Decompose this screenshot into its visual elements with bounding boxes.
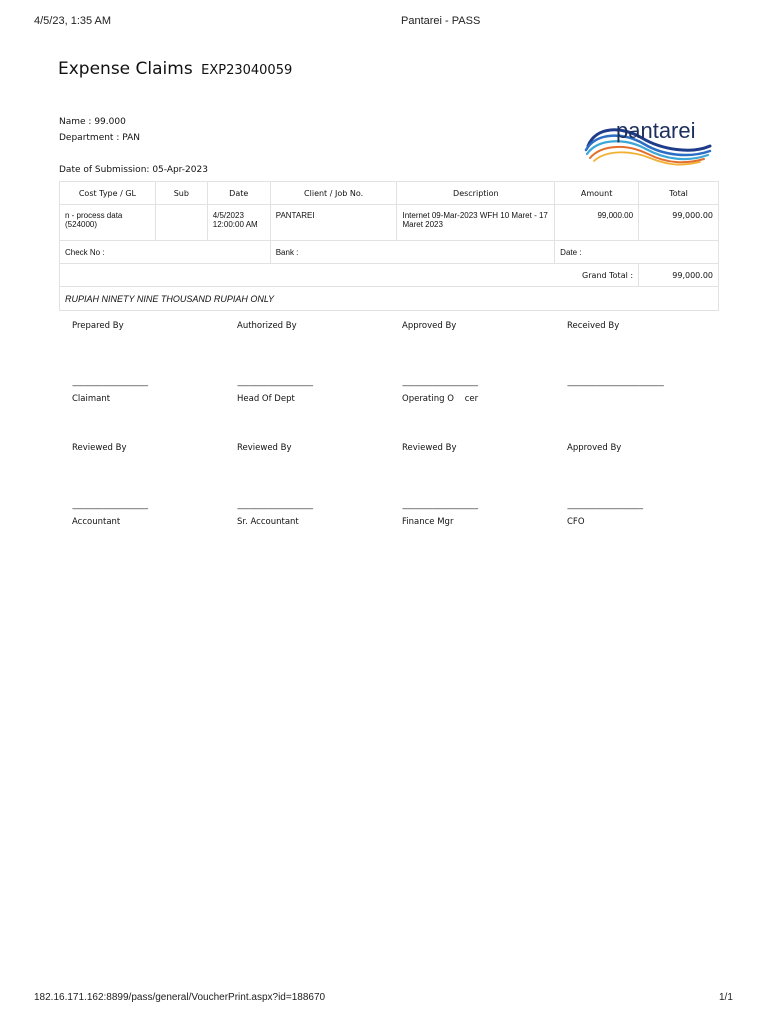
signature-line: ----------------------------------------: [72, 381, 148, 390]
sig-title-authorized: Authorized By: [237, 321, 297, 331]
date-cell: Date :: [555, 241, 719, 264]
table-header-row: [60, 182, 719, 205]
page-title: [58, 59, 292, 79]
payment-info-row: [60, 241, 719, 264]
amount-words-row: [60, 287, 719, 311]
amount-in-words: RUPIAH NINETY NINE THOUSAND RUPIAH ONLY: [60, 287, 719, 311]
sig-role-claimant: Claimant: [72, 394, 111, 404]
sig-title-received: Received By: [567, 321, 620, 331]
logo-wordmark: pantarei: [616, 118, 696, 143]
signature-line: ----------------------------------------: [237, 381, 313, 390]
submission-date-field: [59, 165, 208, 175]
department-label: Department :: [59, 133, 120, 143]
signature-line: ---------------------------------------------------: [567, 381, 664, 390]
bank-cell: Bank :: [270, 241, 554, 264]
sig-title-approved-cfo: Approved By: [567, 443, 622, 453]
header-cost-type: Cost Type / GL: [60, 182, 156, 205]
submission-label: Date of Submission:: [59, 165, 150, 175]
sig-role-accountant: Accountant: [72, 517, 121, 527]
document-title: Expense Claims: [58, 59, 193, 79]
grand-total-label: Grand Total :: [60, 264, 639, 287]
name-label: Name :: [59, 117, 92, 127]
sig-title-prepared: Prepared By: [72, 321, 124, 331]
sig-title-approved: Approved By: [402, 321, 457, 331]
header-sub: Sub: [155, 182, 207, 205]
document-number: EXP23040059: [201, 63, 293, 78]
department-field: [59, 133, 140, 143]
grand-total-value: 99,000.00: [639, 264, 719, 287]
cell-amount: 99,000.00: [555, 205, 639, 241]
submission-value: 05-Apr-2023: [152, 165, 208, 175]
table-row: [60, 205, 719, 241]
header-total: Total: [639, 182, 719, 205]
cell-total: 99,000.00: [639, 205, 719, 241]
signature-line: ----------------------------------------: [402, 381, 478, 390]
expense-table: [59, 181, 719, 311]
print-page-count: 1/1: [719, 992, 733, 1003]
print-page-title: Pantarei - PASS: [401, 15, 481, 27]
sig-role-operating-officer: Operating O cer: [402, 394, 479, 404]
check-no-cell: Check No :: [60, 241, 271, 264]
header-description: Description: [397, 182, 555, 205]
sig-role-sr-accountant: Sr. Accountant: [237, 517, 299, 527]
pantarei-logo: [582, 116, 718, 166]
grand-total-row: [60, 264, 719, 287]
signature-line: ----------------------------------------: [72, 504, 148, 513]
sig-role-cfo: CFO: [567, 517, 585, 527]
sig-title-reviewed-3: Reviewed By: [402, 443, 457, 453]
department-value: PAN: [122, 133, 140, 143]
print-url: 182.16.171.162:8899/pass/general/VoucherPrint.aspx?id=188670: [34, 992, 326, 1003]
print-datetime: 4/5/23, 1:35 AM: [34, 15, 112, 27]
header-date: Date: [207, 182, 270, 205]
cell-description: Internet 09-Mar-2023 WFH 10 Maret - 17 Maret 2023: [397, 205, 555, 241]
signature-line: ----------------------------------------: [567, 504, 643, 513]
sig-role-head-of-dept: Head Of Dept: [237, 394, 295, 404]
sig-title-reviewed-2: Reviewed By: [237, 443, 292, 453]
sig-title-reviewed-1: Reviewed By: [72, 443, 127, 453]
name-value: 99.000: [94, 117, 126, 127]
cell-sub: [155, 205, 207, 241]
signature-line: ----------------------------------------: [402, 504, 478, 513]
cell-cost-type: n - process data (524000): [60, 205, 156, 241]
sig-role-finance-mgr: Finance Mgr: [402, 517, 454, 527]
name-field: [59, 117, 126, 127]
header-client: Client / Job No.: [270, 182, 397, 205]
header-amount: Amount: [555, 182, 639, 205]
signature-line: ----------------------------------------: [237, 504, 313, 513]
cell-client: PANTAREI: [270, 205, 397, 241]
cell-date: 4/5/2023 12:00:00 AM: [207, 205, 270, 241]
